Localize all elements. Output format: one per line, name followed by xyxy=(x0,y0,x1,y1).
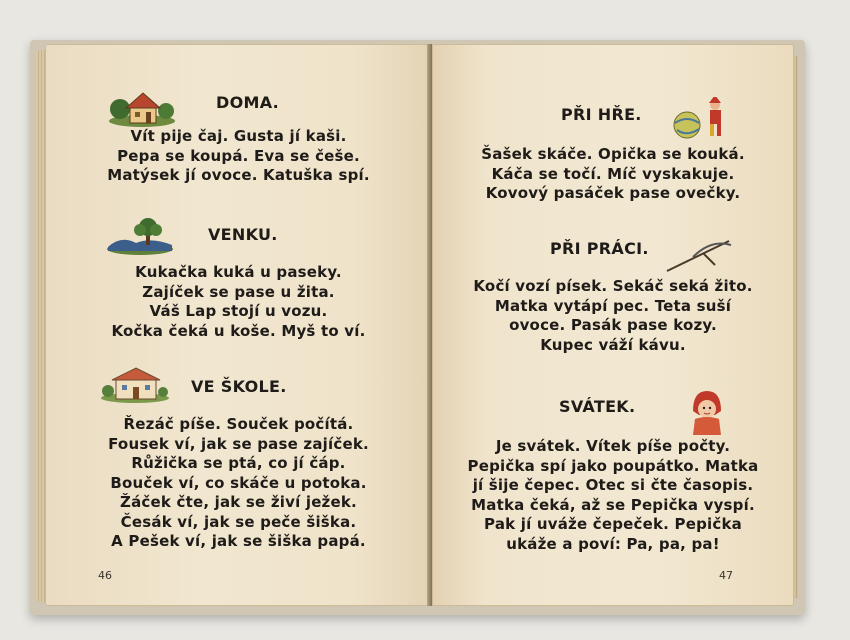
text-line: Matka vytápí pec. Teta suší xyxy=(494,296,732,315)
section-venku-text xyxy=(46,263,431,341)
text-line: Kukačka kuká u paseky. xyxy=(135,263,342,281)
text-line: Váš Lap stojí u vozu. xyxy=(149,302,328,320)
text-line: Kočí vozí písek. Sekáč seká žito. xyxy=(473,277,753,295)
text-line: Šašek skáče. Opička se kouká. xyxy=(481,145,745,163)
heading-doma: DOMA. xyxy=(216,93,280,112)
text-line: Matýsek jí ovoce. Katuška spí. xyxy=(107,166,370,184)
heading-venku: VENKU. xyxy=(208,225,278,244)
left-page xyxy=(45,44,432,606)
text-line: Je svátek. Vítek píše počty. xyxy=(495,437,731,455)
text-line: Pepička spí jako poupátko. Matka xyxy=(467,456,759,475)
text-line: Fousek ví, jak se pase zajíček. xyxy=(108,434,369,453)
heading-svatek: SVÁTEK. xyxy=(559,397,636,416)
text-line: Káča se točí. Míč vyskakuje. xyxy=(491,164,735,183)
jester-ball-icon xyxy=(669,97,731,141)
section-pri-praci-text xyxy=(433,277,793,355)
page-number-left: 46 xyxy=(98,569,112,582)
section-svatek-text xyxy=(433,437,793,554)
heading-pri-hre: PŘI HŘE. xyxy=(561,105,642,124)
text-line: jí šije čepec. Otec si čte časopis. xyxy=(472,476,754,494)
page-number-right: 47 xyxy=(719,569,733,582)
text-line: A Pešek ví, jak se šiška papá. xyxy=(111,532,366,550)
right-page xyxy=(432,44,794,606)
landscape-tree-icon xyxy=(106,217,174,257)
text-line: Česák ví, jak se peče šiška. xyxy=(120,512,357,531)
school-building-icon xyxy=(100,367,170,403)
text-line: Kupec váží kávu. xyxy=(540,335,686,354)
text-line: Řezáč píše. Souček počítá. xyxy=(123,415,354,433)
section-doma-text xyxy=(46,127,431,186)
section-pri-hre-text xyxy=(433,145,793,204)
scythe-icon xyxy=(663,235,733,275)
heading-ve-skole: VE ŠKOLE. xyxy=(191,377,287,396)
text-line: ukáže a poví: Pa, pa, pa! xyxy=(506,534,720,553)
text-line: Vít pije čaj. Gusta jí kaši. xyxy=(130,127,347,145)
text-line: Pak jí uváže čepeček. Pepička xyxy=(484,515,742,533)
text-line: ovoce. Pasák pase kozy. xyxy=(509,316,717,334)
text-line: Bouček ví, co skáče u potoka. xyxy=(110,473,367,492)
text-line: Kovový pasáček pase ovečky. xyxy=(485,184,741,202)
text-line: Růžička se ptá, co jí čáp. xyxy=(131,454,346,472)
text-line: Zajíček se pase u žita. xyxy=(142,282,335,301)
text-line: Pepa se koupá. Eva se češe. xyxy=(117,146,360,165)
heading-pri-praci: PŘI PRÁCI. xyxy=(550,239,649,258)
girl-headscarf-icon xyxy=(687,389,727,437)
section-ve-skole-text xyxy=(46,415,431,552)
text-line: Matka čeká, až se Pepička vyspí. xyxy=(471,495,755,514)
cottage-icon xyxy=(108,91,176,127)
text-line: Kočka čeká u koše. Myš to ví. xyxy=(111,321,366,340)
text-line: Žáček čte, jak se živí ježek. xyxy=(120,493,357,511)
